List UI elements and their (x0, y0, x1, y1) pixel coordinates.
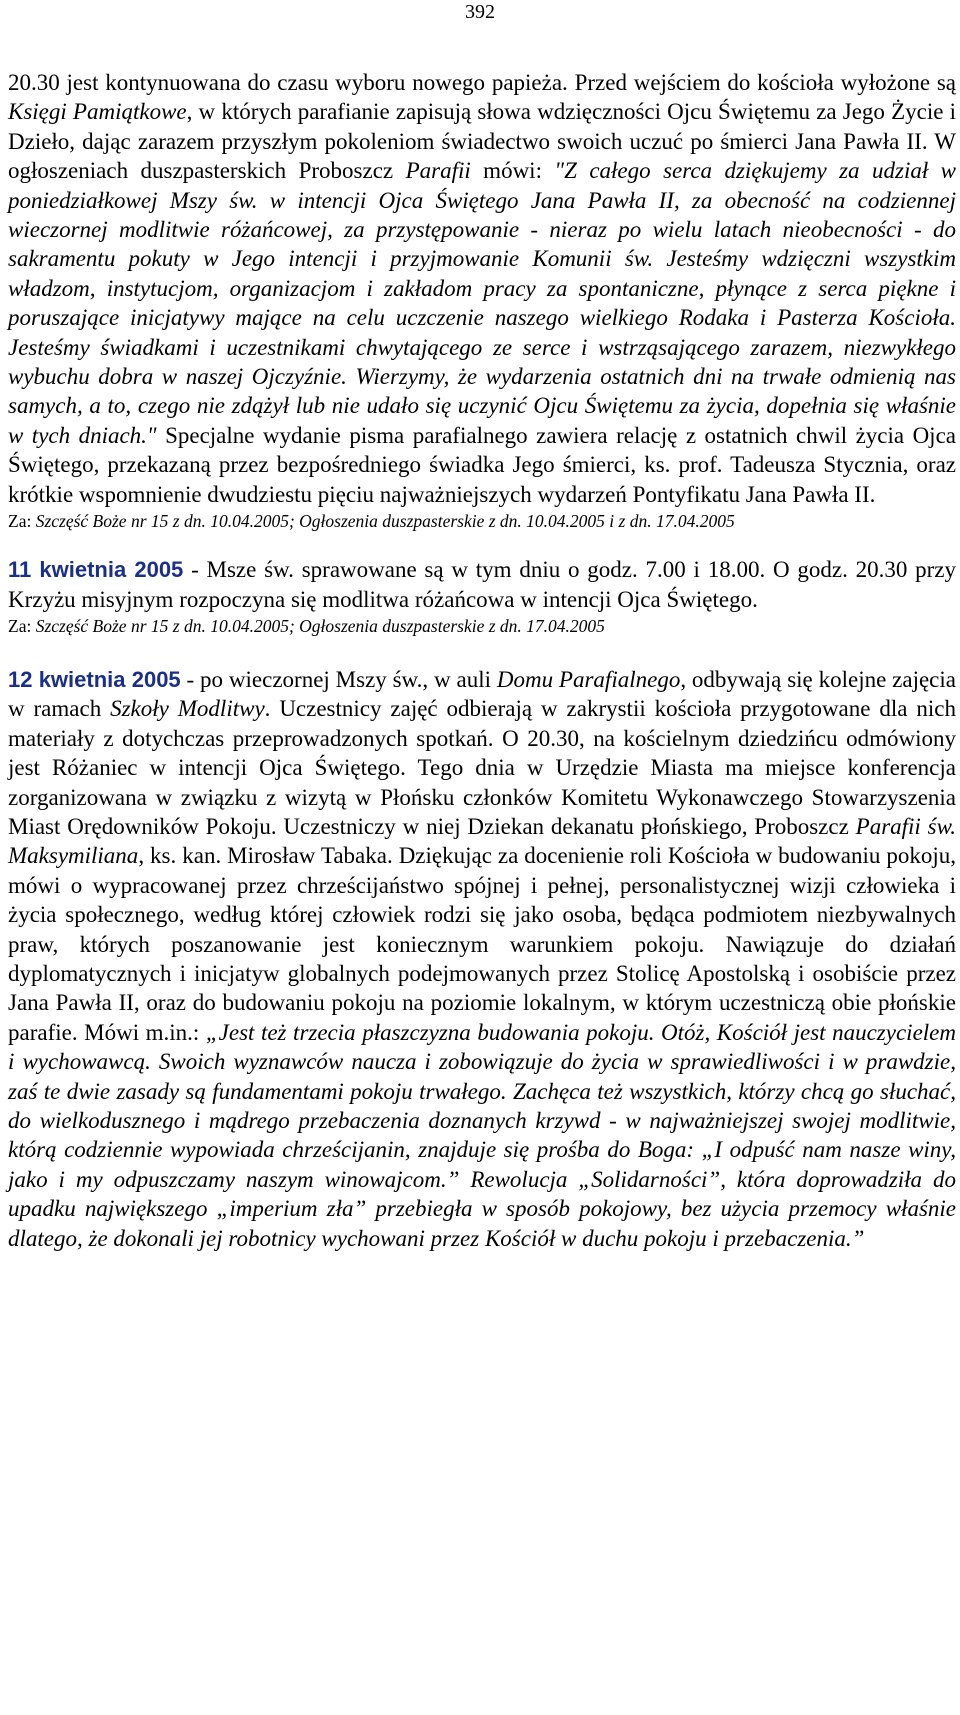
continuation-text-8: Specjalne wydanie pisma parafialnego zawiera relację z ostatnich chwil życia Ojca Świętego, przekazaną przez bezpośredniego świadka Jego śmierci, ks. prof. Tadeusza Stycznia, oraz krótkie wspomnienie dwudziestu pięciu najważniejszych wydarzeń Pontyfikatu Jana Pawła II. (8, 422, 956, 507)
spacer (8, 533, 956, 555)
continuation-paragraph (8, 68, 956, 509)
continuation-text-5: mówi: (470, 158, 555, 184)
entry-text-6: Parafii św. Maksymiliana (8, 813, 957, 869)
entry-text-1: - po wieczornej Mszy św., w auli (180, 666, 497, 692)
source-note-1-prefix: Za: (8, 511, 36, 532)
entry-date: 11 kwietnia 2005 (8, 557, 184, 583)
source-note-2-prefix: Za: (8, 615, 36, 636)
source-note-1 (8, 509, 956, 533)
entry-text-2: Domu Parafialnego (496, 666, 681, 692)
source-note-2 (8, 614, 956, 638)
entry-text: - Msze św. sprawowane są w tym dniu o godz. 7.00 i 18.00. O godz. 20.30 przy Krzyżu misyjnym rozpoczyna się modlitwa różańcowa w intencji Ojca Świętego. (8, 557, 956, 612)
entry-quote: „Jest też trzecia płaszczyzna budowania pokoju. Otóż, Kościół jest nauczycielem i wychowawcą. Swoich wyznawców naucza i zobowiązuje do życia w sprawiedliwości i w prawdzie, zaś te dwie zasady są fundamentami pokoju trwałego. Zachęca też wszystkich, którzy chcą go słuchać, do wielkodusznego i mądrego przebaczenia doznanych krzywd - w najważniejszej swojej modlitwie, którą codziennie wypowiada chrześcijanin, znajduje się prośba do Boga: „I odpuść nam nasze winy, jako i my odpuszczamy naszym winowajcom.” Rewolucja „Solidarności”, która doprowadziła do upadku największego „imperium zła” przebiegła w sposób pokojowy, bez użycia przemocy właśnie dlatego, że dokonali jej robotnicy wychowani przez Kościół w duchu pokoju i przebaczenia.” (8, 1019, 956, 1251)
continuation-text-2: Księgi Pamiątkowe (8, 99, 187, 125)
continuation-text-1: 20.30 jest kontynuowana do czasu wyboru nowego papieża. Przed wejściem do kościoła wyłożone są (8, 70, 956, 95)
continuation-text-4: Parafii (405, 158, 471, 184)
entry-text-4: Szkoły Modlitwy (110, 696, 265, 722)
continuation-text-7: w intencji Ojca Świętego Jana Pawła II, za obecność na codziennej wieczornej modlitwie różańcowej, za przystępowanie - nieraz po wielu latach nieobecności - do sakramentu pokuty w Jego intencji i przyjmowanie Komunii św. Jesteśmy wdzięczni wszystkim władzom, instytucjom, organizacjom i zakładom pracy za spontaniczne, płynące z serca piękne i poruszające inicjatywy mające na celu uczczenie naszego wielkiego Rodaka i Pasterza Kościoła. Jesteśmy świadkami i uczestnikami chwytającego ze serce i wstrząsającego zarazem, niezwykłego wybuchu dobra w naszej Ojczyźnie. Wierzymy, że wydarzenia ostatnich dni na trwałe odmienią nas samych, a to, czego nie zdążył lub nie udało się uczynić Ojcu Świętemu za życia, dopełnia się właśnie w tych dniach." (8, 187, 956, 448)
document-body (8, 68, 956, 1253)
entry-text-5: . Uczestnicy zajęć odbierają w zakrystii kościoła przygotowane dla nich materiały z dotychczas przeprowadzonych spotkań. O 20.30, na kościelnym dziedzińcu odmówiony jest Różaniec w intencji Ojca Świętego. Tego dnia w Urzędzie Miasta ma miejsce konferencja zorganizowana w związku z wizytą w Płońsku członków Komitetu Wykonawczego Stowarzyszenia Miast Orędowników Pokoju. Uczestniczy w niej Dziekan dekanatu płońskiego, Proboszcz (8, 696, 956, 839)
entry-april-12 (8, 665, 956, 1253)
page-number: 392 (465, 1, 495, 23)
spacer (8, 638, 956, 665)
entry-april-11 (8, 555, 956, 614)
continuation-text-3: , w których parafianie zapisują słowa wdzięczności Ojcu Świętemu za Jego Życie i Dzieło, dając zarazem przyszłym pokoleniom świadectwo swoich uczuć po śmierci Jana Pawła II. W ogłoszeniach duszpasterskich Proboszcz (8, 99, 956, 184)
source-note-2-text: Szczęść Boże nr 15 z dn. 10.04.2005; Ogłoszenia duszpasterskie z dn. 17.04.2005 (35, 615, 605, 636)
continuation-text-6: "Z całego serca dziękujemy za udział w poniedziałkowej Mszy św. (8, 158, 957, 213)
entry-text-3: , odbywają się kolejne zajęcia w ramach (8, 666, 956, 722)
entry-date: 12 kwietnia 2005 (8, 666, 181, 692)
source-note-1-text: Szczęść Boże nr 15 z dn. 10.04.2005; Ogłoszenia duszpasterskie z dn. 10.04.2005 i z dn. 17.04.2005 (35, 511, 735, 532)
entry-text-7: , ks. kan. Mirosław Tabaka. Dziękując za docenienie roli Kościoła w budowaniu pokoju, mówi o wypracowanej przez chrześcijaństwo spójnej i pełnej, personalistycznej wizji człowieka i życia społecznego, według której człowiek rodzi się jako osoba, będąca podmiotem niezbywalnych praw, których poszanowanie jest koniecznym warunkiem pokoju. Nawiązuje do działań dyplomatycznych i inicjatyw globalnych podejmowanych przez Stolicę Apostolską i osobiście przez Jana Pawła II, oraz do budowaniu pokoju na poziomie lokalnym, w którym uczestniczą obie płońskie parafie. Mówi m.in.: (8, 843, 956, 1045)
